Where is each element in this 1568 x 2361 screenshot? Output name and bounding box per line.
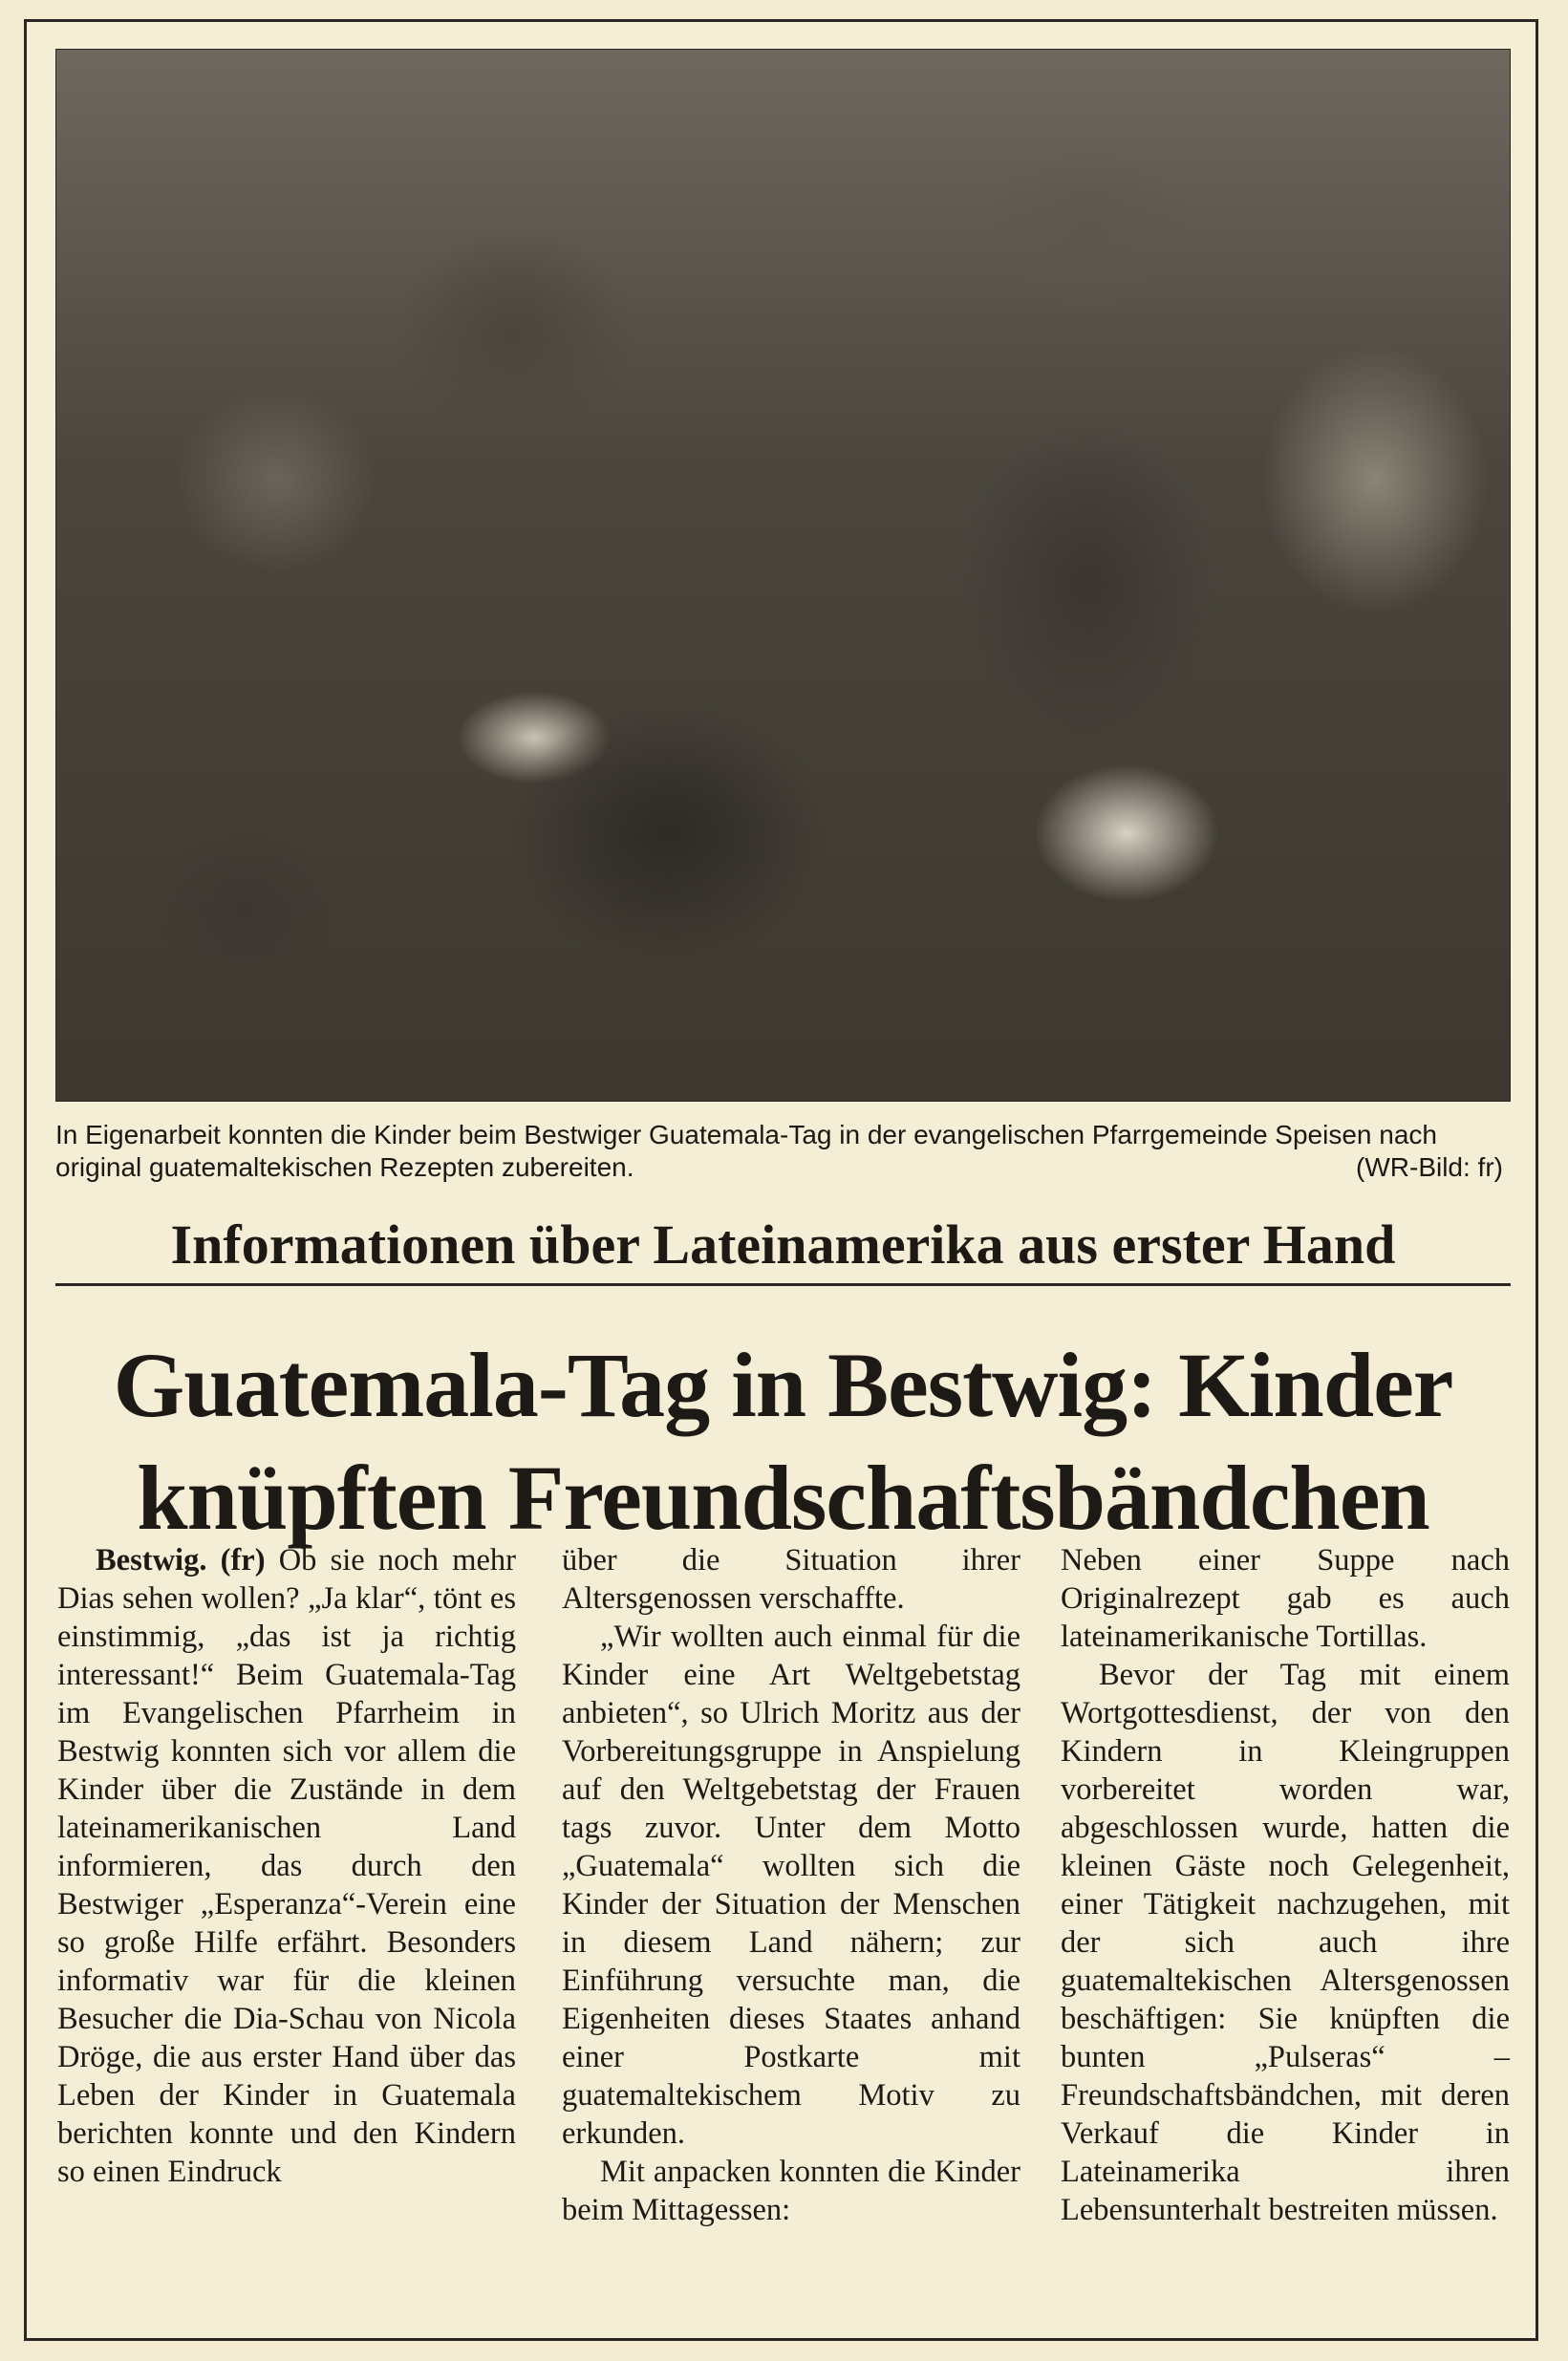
photo-caption <box>55 1119 1511 1184</box>
photo-credit: (WR-Bild: fr) <box>1356 1152 1503 1182</box>
main-headline <box>55 1329 1511 1555</box>
paragraph-text: Ob sie noch mehr Dias sehen wollen? „Ja klar“, tönt es einstimmig, „das ist ja richtig interessant!“ Beim Guatemala-Tag im Evangelischen Pfarrheim in Bestwig konnten sich vor allem die Kinder über die Zustände in dem lateinamerikanischen Land informieren, das durch den Bestwiger „Esperanza“-Verein eine so große Hilfe erfährt. Besonders informativ war für die kleinen Besucher die Dia-Schau von Nicola Dröge, die aus erster Hand über das Leben der Kinder in Guatemala berichten konnte und den Kindern so einen Eindruck <box>57 1543 517 2189</box>
dateline: Bestwig. (fr) <box>96 1543 266 1578</box>
headline-line-2: knüpften Freundschaftsbändchen <box>137 1447 1429 1549</box>
kicker-headline: Informationen über Lateinamerika aus erster Hand <box>170 1213 1396 1276</box>
paragraph: Mit anpacken konnten die Kinder beim Mittagessen: <box>562 2155 1020 2227</box>
paragraph: über die Situation ihrer Altersgenossen verschaffte. <box>562 1543 1020 1616</box>
article-column-3 <box>1061 1541 1510 2229</box>
article-column-2 <box>562 1541 1020 2229</box>
paragraph: „Wir wollten auch einmal für die Kinder eine Art Weltgebetstag anbieten“, so Ulrich Moritz aus der Vorbereitungsgruppe in Anspielung auf den Weltgebetstag der Frauen tags zuvor. Unter dem Motto „Guatemala“ wollten sich die Kinder der Situation der Menschen in diesem Land nähern; zur Einführung versuchte man, die Eigenheiten dieses Staates anhand einer Postkarte mit guatemaltekischem Motiv zu erkunden. <box>562 1620 1020 2151</box>
paragraph: Bevor der Tag mit einem Wortgottesdienst, der von den Kindern in Kleingruppen vorbereitet worden war, abgeschlossen wurde, hatten die kleinen Gäste noch Gelegenheit, einer Tätigkeit nachzugehen, mit der sich auch ihre guatemaltekischen Altersgenossen beschäftigen: Sie knüpften die bunten „Pulseras“ – Freundschaftsbändchen, mit deren Verkauf die Kinder in Lateinamerika ihren Lebensunterhalt bestreiten müssen. <box>1061 1658 1510 2227</box>
article-column-1 <box>57 1541 516 2191</box>
article-photo <box>55 49 1511 1102</box>
headline-divider <box>55 1283 1511 1286</box>
paragraph <box>57 1541 516 2191</box>
paragraph: Neben einer Suppe nach Originalrezept gab es auch lateinamerikanische Tortillas. <box>1061 1543 1510 1654</box>
headline-line-1: Guatemala-Tag in Bestwig: Kinder <box>113 1334 1453 1436</box>
caption-text: In Eigenarbeit konnten die Kinder beim Bestwiger Guatemala-Tag in der evangelischen Pfarrgemeinde Speisen nach original guatemaltekischen Rezepten zubereiten. <box>55 1120 1437 1182</box>
